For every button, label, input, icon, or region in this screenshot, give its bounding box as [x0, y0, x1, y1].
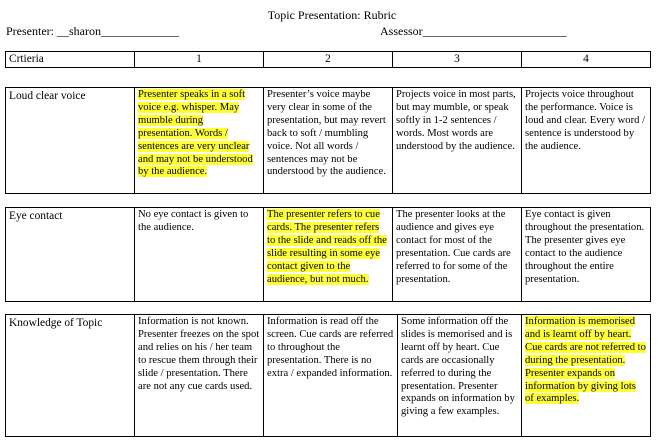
criterion-cell: Knowledge of Topic [6, 315, 135, 437]
rubric-cell [522, 315, 651, 437]
score-header-3: 3 [393, 52, 522, 68]
rubric-header-table [5, 51, 651, 68]
criterion-cell: Eye contact [6, 208, 135, 302]
highlighted-text: Presenter speaks in a soft voice e.g. whisper. May mumble during presentation. Words / sentences are very unclear and may not be understood by the audience. [138, 89, 253, 178]
score-header-4: 4 [522, 52, 651, 68]
rubric-row-voice [5, 87, 651, 194]
rubric-cell: Eye contact is given throughout the presentation. The presenter gives eye contact to the audience throughout the entire presentation. [522, 208, 651, 302]
table-row [6, 315, 651, 437]
rubric-cell: Projects voice in most parts, but may mumble, or speak softly in 1-2 sentences / words. Most words are understood by the audience. [393, 88, 522, 194]
rubric-cell: No eye contact is given to the audience. [135, 208, 264, 302]
rubric-cell: The presenter looks at the audience and gives eye contact for most of the presentation. Cue cards are referred to for some of the presentation. [393, 208, 522, 302]
score-header-1: 1 [135, 52, 264, 68]
rubric-cell: Information is not known. Presenter freezes on the spot and relies on his / her team to rescue them through their slide / presentation. There are not any cue cards used. [135, 315, 264, 437]
table-row [6, 88, 651, 194]
rubric-cell [264, 208, 393, 302]
highlighted-text: The presenter refers to cue cards. The presenter refers to the slide and reads off the slide resulting in some eye contact given to the audience, but not much. [267, 209, 387, 285]
highlighted-text: Information is memorised and is learnt off by heart. Cue cards are not referred to during the presentation. Presenter expands on information by giving lots of examples. [525, 316, 646, 405]
rubric-row-knowledge [5, 314, 651, 437]
score-header-2: 2 [264, 52, 393, 68]
rubric-row-eye-contact [5, 207, 651, 302]
assessor-field: Assessor________________________ [380, 24, 567, 38]
rubric-cell: Some information off the slides is memorised and is learnt off by heart. Cue cards are occasionally referred to during the presentation. Presenter expands on information by giving a few examples. [398, 315, 522, 437]
rubric-cell: Projects voice throughout the performance. Voice is loud and clear. Every word / sentence is understood by the audience. [522, 88, 651, 194]
rubric-cell: Presenter’s voice maybe very clear in some of the presentation, but may revert back to soft / mumbling voice. Not all words / sentences may not be understood by the audience. [264, 88, 393, 194]
criteria-header: Crtieria [6, 52, 135, 68]
presenter-field: Presenter: __sharon_____________ [6, 24, 179, 38]
rubric-cell: Information is read off the screen. Cue cards are referred to throughout the presentation. There is no extra / expanded information. [264, 315, 398, 437]
header-row [6, 52, 651, 68]
rubric-title: Topic Presentation: Rubric [267, 8, 397, 22]
criterion-cell: Loud clear voice [6, 88, 135, 194]
rubric-cell [135, 88, 264, 194]
table-row [6, 208, 651, 302]
